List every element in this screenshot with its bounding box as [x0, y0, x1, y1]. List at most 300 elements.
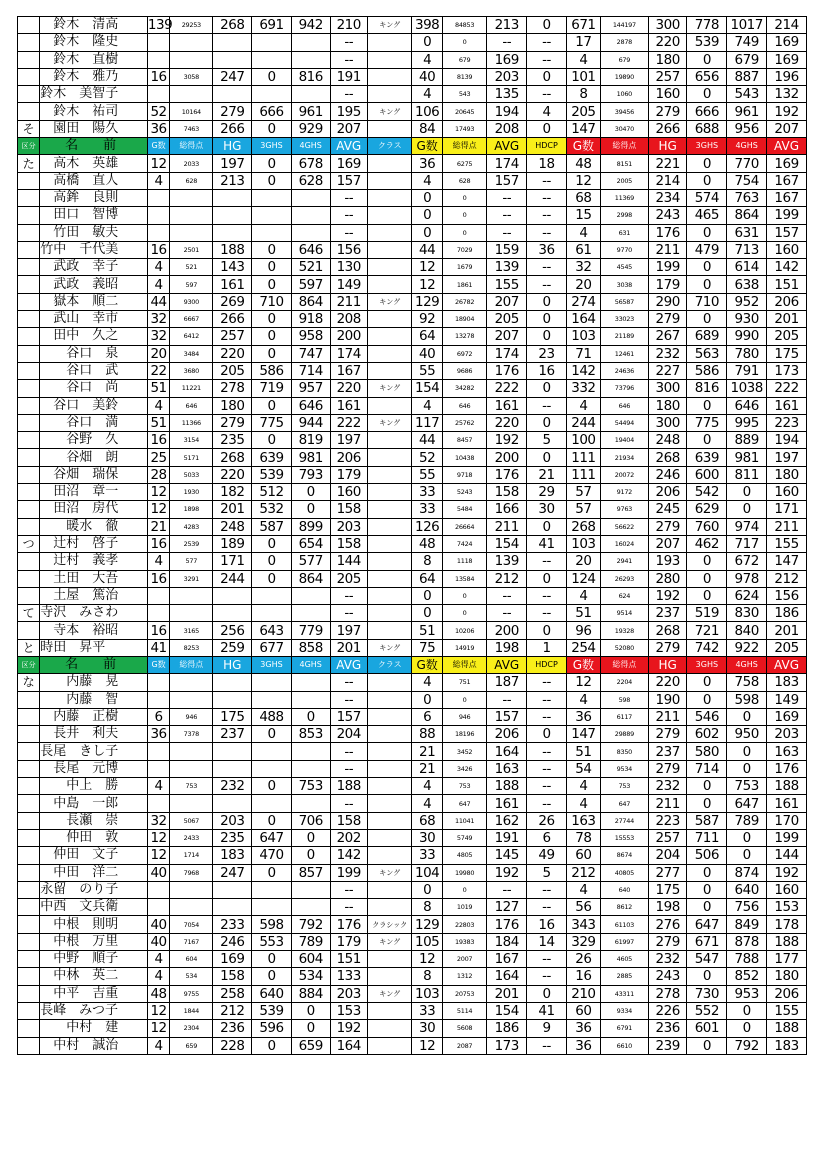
score-cell: 279 [648, 726, 687, 743]
table-row [18, 518, 807, 535]
kana-group [18, 864, 40, 881]
score-cell [367, 1002, 411, 1019]
kana-group [18, 570, 40, 587]
score-cell: 279 [648, 103, 687, 120]
score-cell: 10206 [442, 622, 486, 639]
score-cell: 158 [213, 968, 252, 985]
score-cell: 84853 [442, 17, 486, 34]
kana-group [18, 276, 40, 293]
score-cell: 139 [487, 553, 527, 570]
score-cell: -- [527, 760, 567, 777]
score-cell: 601 [687, 1020, 727, 1037]
score-cell: 479 [687, 241, 727, 258]
kana-group [18, 829, 40, 846]
table-row [18, 708, 807, 725]
score-cell: 180 [767, 968, 807, 985]
header-cell: AVG [767, 138, 807, 155]
score-cell [367, 605, 411, 622]
score-cell: 55 [412, 466, 442, 483]
score-cell: 190 [648, 691, 687, 708]
score-cell: 6 [527, 829, 567, 846]
score-cell: 147 [566, 120, 600, 137]
score-cell: 714 [687, 760, 727, 777]
score-cell [367, 501, 411, 518]
score-cell: 930 [727, 311, 767, 328]
score-cell: 5114 [442, 1002, 486, 1019]
score-cell [252, 51, 292, 68]
score-cell: 156 [767, 587, 807, 604]
score-cell [367, 847, 411, 864]
score-cell: 132 [767, 86, 807, 103]
score-cell: 195 [330, 103, 367, 120]
score-cell: -- [330, 207, 367, 224]
score-cell: 0 [252, 241, 292, 258]
score-cell: 88 [412, 726, 442, 743]
player-name: 鈴木 祐司 [40, 103, 148, 120]
score-cell: 4 [566, 587, 600, 604]
score-cell: 961 [291, 103, 330, 120]
score-cell [252, 189, 292, 206]
score-cell: 117 [412, 414, 442, 431]
score-cell: 184 [487, 933, 527, 950]
table-row [18, 553, 807, 570]
score-cell [291, 881, 330, 898]
score-cell: 40 [412, 68, 442, 85]
score-cell: 12461 [600, 345, 648, 362]
score-cell: -- [330, 86, 367, 103]
score-cell: 237 [213, 726, 252, 743]
score-cell: 0 [687, 587, 727, 604]
score-cell: 176 [487, 362, 527, 379]
score-cell: 3291 [170, 570, 213, 587]
score-cell [367, 535, 411, 552]
score-cell: 192 [487, 432, 527, 449]
score-cell: 343 [566, 916, 600, 933]
score-cell: 155 [767, 1002, 807, 1019]
score-cell: 149 [767, 691, 807, 708]
score-cell [213, 34, 252, 51]
score-cell: 36 [527, 241, 567, 258]
score-cell: 0 [252, 345, 292, 362]
table-row [18, 605, 807, 622]
player-name: 長井 利夫 [40, 726, 148, 743]
score-cell: 176 [487, 466, 527, 483]
score-cell: 26 [566, 951, 600, 968]
score-cell: 640 [600, 881, 648, 898]
score-cell: 0 [687, 881, 727, 898]
score-cell: 266 [648, 120, 687, 137]
score-cell: 71 [566, 345, 600, 362]
score-cell: 677 [252, 639, 292, 656]
score-cell: 5243 [442, 484, 486, 501]
score-cell: 0 [527, 68, 567, 85]
score-cell: 0 [687, 778, 727, 795]
score-cell: 183 [767, 674, 807, 691]
score-cell: 247 [213, 864, 252, 881]
score-cell: 600 [687, 466, 727, 483]
score-cell: 0 [687, 691, 727, 708]
score-cell: 220 [648, 34, 687, 51]
kana-group [18, 847, 40, 864]
player-name: 竹中 千代美 [40, 241, 148, 258]
score-cell [170, 691, 213, 708]
score-cell: 208 [487, 120, 527, 137]
score-cell: 192 [330, 1020, 367, 1037]
header-cell: 4GHS [727, 138, 767, 155]
score-cell: 792 [291, 916, 330, 933]
score-cell: 192 [767, 103, 807, 120]
score-cell: 899 [291, 518, 330, 535]
score-cell: 220 [213, 466, 252, 483]
score-cell: 0 [291, 484, 330, 501]
score-cell: 167 [767, 189, 807, 206]
score-cell: 8 [412, 968, 442, 985]
score-cell: 889 [727, 432, 767, 449]
score-cell: 23 [527, 345, 567, 362]
score-cell [367, 968, 411, 985]
score-cell: 17 [566, 34, 600, 51]
score-cell: 33 [412, 847, 442, 864]
score-cell: 0 [291, 829, 330, 846]
kana-group [18, 587, 40, 604]
score-cell: 0 [252, 570, 292, 587]
score-cell: 161 [213, 276, 252, 293]
score-cell: 236 [213, 1020, 252, 1037]
header-cell: AVG [767, 656, 807, 673]
score-cell: 647 [252, 829, 292, 846]
score-cell [170, 605, 213, 622]
score-cell: 488 [252, 708, 292, 725]
player-name: 高橋 直人 [40, 172, 148, 189]
score-cell: 10438 [442, 449, 486, 466]
score-cell: 189 [213, 535, 252, 552]
player-name: 中根 則明 [40, 916, 148, 933]
score-cell [252, 34, 292, 51]
score-cell: 1038 [727, 380, 767, 397]
score-cell: 4 [412, 86, 442, 103]
score-cell: 713 [727, 241, 767, 258]
score-cell: 246 [648, 466, 687, 483]
score-cell: 279 [648, 311, 687, 328]
score-cell: -- [330, 743, 367, 760]
score-cell: 234 [648, 189, 687, 206]
table-header-row [18, 138, 807, 155]
kana-group: と [18, 639, 40, 656]
score-cell: 852 [727, 968, 767, 985]
score-cell: 203 [487, 68, 527, 85]
kana-group [18, 293, 40, 310]
score-cell: 36 [566, 708, 600, 725]
score-cell: 179 [330, 933, 367, 950]
kana-group [18, 691, 40, 708]
score-cell: 2033 [170, 155, 213, 172]
score-cell: 12 [147, 847, 169, 864]
score-cell: 300 [648, 380, 687, 397]
table-row [18, 570, 807, 587]
score-cell: 157 [767, 224, 807, 241]
score-cell: 9763 [600, 501, 648, 518]
player-name: 嶽本 順二 [40, 293, 148, 310]
table-row [18, 639, 807, 656]
score-cell: 51 [412, 622, 442, 639]
score-cell: 269 [213, 293, 252, 310]
table-row [18, 293, 807, 310]
score-cell: 223 [767, 414, 807, 431]
score-cell: 604 [170, 951, 213, 968]
score-cell [170, 587, 213, 604]
score-cell: 0 [291, 1002, 330, 1019]
kana-group [18, 985, 40, 1002]
score-cell: 4 [566, 51, 600, 68]
score-cell: 539 [252, 1002, 292, 1019]
score-cell: 32 [147, 328, 169, 345]
score-cell: キング [367, 985, 411, 1002]
score-cell: 162 [487, 812, 527, 829]
kana-group [18, 224, 40, 241]
score-cell: 586 [687, 362, 727, 379]
score-cell: 628 [291, 172, 330, 189]
score-cell: 30470 [600, 120, 648, 137]
score-cell: 24636 [600, 362, 648, 379]
score-cell: 199 [648, 259, 687, 276]
score-cell: 213 [487, 17, 527, 34]
score-cell: 534 [291, 968, 330, 985]
score-cell: 208 [330, 311, 367, 328]
score-cell [213, 207, 252, 224]
score-cell: キング [367, 103, 411, 120]
score-cell: 4 [412, 674, 442, 691]
score-cell: 624 [727, 587, 767, 604]
score-cell: 268 [213, 449, 252, 466]
score-cell [170, 760, 213, 777]
score-cell: 678 [291, 155, 330, 172]
score-cell: 0 [412, 34, 442, 51]
score-cell: 0 [252, 726, 292, 743]
score-cell: -- [330, 899, 367, 916]
score-cell: 8457 [442, 432, 486, 449]
header-kubun: 区分 [18, 138, 40, 155]
score-cell: 0 [527, 17, 567, 34]
score-cell: 41 [147, 639, 169, 656]
score-cell: -- [330, 51, 367, 68]
score-cell: 646 [170, 397, 213, 414]
score-cell: 126 [412, 518, 442, 535]
score-cell: 2878 [600, 34, 648, 51]
score-cell: 465 [687, 207, 727, 224]
score-cell: 995 [727, 414, 767, 431]
score-cell: 176 [767, 760, 807, 777]
player-name: 谷野 久 [40, 432, 148, 449]
score-cell [367, 172, 411, 189]
score-cell: 127 [487, 899, 527, 916]
score-cell: 257 [648, 829, 687, 846]
score-cell: 205 [767, 328, 807, 345]
score-cell: 0 [412, 189, 442, 206]
player-name: 長瀬 崇 [40, 812, 148, 829]
score-cell [367, 311, 411, 328]
score-cell: 171 [767, 501, 807, 518]
score-cell: 40 [147, 916, 169, 933]
score-cell: 159 [487, 241, 527, 258]
score-cell: 276 [648, 916, 687, 933]
score-cell: 2007 [442, 951, 486, 968]
table-row [18, 328, 807, 345]
score-cell: 144 [767, 847, 807, 864]
score-cell: 659 [170, 1037, 213, 1054]
score-cell: 672 [727, 553, 767, 570]
score-cell: 169 [767, 34, 807, 51]
score-cell [170, 674, 213, 691]
score-cell: 16 [147, 622, 169, 639]
score-cell: 111 [566, 449, 600, 466]
score-cell: -- [487, 207, 527, 224]
score-cell: 1930 [170, 484, 213, 501]
score-cell: 173 [487, 1037, 527, 1054]
player-name: 中村 建 [40, 1020, 148, 1037]
score-cell: 0 [252, 155, 292, 172]
score-cell: -- [330, 674, 367, 691]
score-cell: 5608 [442, 1020, 486, 1037]
player-name: 谷口 泉 [40, 345, 148, 362]
score-cell [367, 708, 411, 725]
score-cell: 183 [767, 1037, 807, 1054]
score-cell: 12 [412, 259, 442, 276]
score-cell: 206 [767, 293, 807, 310]
score-cell: 169 [767, 708, 807, 725]
score-cell: 624 [600, 587, 648, 604]
score-cell: 0 [442, 587, 486, 604]
score-cell: 16 [147, 535, 169, 552]
score-cell: 7054 [170, 916, 213, 933]
score-cell: 958 [291, 328, 330, 345]
score-cell: 161 [330, 397, 367, 414]
score-cell: 198 [487, 639, 527, 656]
score-cell [291, 760, 330, 777]
table-row [18, 34, 807, 51]
table-row [18, 691, 807, 708]
score-cell: 532 [252, 501, 292, 518]
score-cell: 268 [648, 622, 687, 639]
table-row [18, 795, 807, 812]
score-cell: 51 [566, 605, 600, 622]
score-cell: 227 [648, 362, 687, 379]
score-cell: -- [330, 224, 367, 241]
score-cell: 753 [291, 778, 330, 795]
score-cell [367, 207, 411, 224]
score-cell: 6791 [600, 1020, 648, 1037]
score-cell: 257 [648, 68, 687, 85]
score-cell: -- [487, 691, 527, 708]
score-cell: 68 [412, 812, 442, 829]
score-cell: 758 [727, 674, 767, 691]
player-name: 谷畑 瑞保 [40, 466, 148, 483]
score-cell: 153 [330, 1002, 367, 1019]
score-cell: 0 [687, 674, 727, 691]
score-cell: 710 [687, 293, 727, 310]
score-cell: 12 [147, 484, 169, 501]
score-cell: 180 [767, 466, 807, 483]
score-cell: 577 [291, 553, 330, 570]
score-cell: 160 [330, 484, 367, 501]
score-cell [213, 587, 252, 604]
score-cell: 19328 [600, 622, 648, 639]
score-cell: 4 [566, 397, 600, 414]
score-cell: 946 [170, 708, 213, 725]
score-cell: 20645 [442, 103, 486, 120]
score-cell: 647 [687, 916, 727, 933]
score-cell: 139 [487, 259, 527, 276]
score-cell: 144 [330, 553, 367, 570]
score-cell [367, 553, 411, 570]
score-cell: 274 [566, 293, 600, 310]
score-cell: 0 [687, 155, 727, 172]
score-cell: 22 [147, 362, 169, 379]
score-cell: 235 [213, 829, 252, 846]
score-cell: 155 [487, 276, 527, 293]
score-cell [367, 1037, 411, 1054]
score-cell: 29253 [170, 17, 213, 34]
score-cell: キング [367, 864, 411, 881]
score-cell: 211 [648, 241, 687, 258]
table-row [18, 829, 807, 846]
score-cell: 18 [527, 155, 567, 172]
header-cell: 総得点 [600, 656, 648, 673]
table-row [18, 726, 807, 743]
score-cell: 179 [330, 466, 367, 483]
player-name: 土屋 篤治 [40, 587, 148, 604]
score-cell: 199 [330, 864, 367, 881]
score-cell: 64 [412, 328, 442, 345]
score-cell: 188 [767, 778, 807, 795]
score-cell: 44 [412, 432, 442, 449]
score-cell [147, 795, 169, 812]
score-cell: 819 [291, 432, 330, 449]
score-cell: 210 [330, 17, 367, 34]
score-cell: 0 [687, 397, 727, 414]
score-cell: 201 [213, 501, 252, 518]
score-cell [367, 622, 411, 639]
score-cell: 174 [487, 345, 527, 362]
score-cell: 646 [442, 397, 486, 414]
score-cell: -- [527, 951, 567, 968]
score-cell: 711 [687, 829, 727, 846]
score-cell: 918 [291, 311, 330, 328]
score-cell: -- [527, 968, 567, 985]
player-name: 内藤 智 [40, 691, 148, 708]
score-cell: 753 [727, 778, 767, 795]
score-cell: 811 [727, 466, 767, 483]
player-name: 鈴木 雅乃 [40, 68, 148, 85]
score-cell: 239 [648, 1037, 687, 1054]
score-cell: 0 [252, 328, 292, 345]
player-name: 鈴木 隆史 [40, 34, 148, 51]
score-cell [367, 881, 411, 898]
player-name: 土田 大吾 [40, 570, 148, 587]
header-cell: 4GHS [291, 138, 330, 155]
score-cell: 20 [566, 553, 600, 570]
score-cell: 8253 [170, 639, 213, 656]
score-cell: 3165 [170, 622, 213, 639]
score-cell: 6972 [442, 345, 486, 362]
table-row [18, 380, 807, 397]
score-cell: 199 [767, 207, 807, 224]
score-cell: 163 [566, 812, 600, 829]
score-cell [367, 51, 411, 68]
score-cell: 546 [687, 708, 727, 725]
score-cell: 13278 [442, 328, 486, 345]
player-name: 谷畑 朗 [40, 449, 148, 466]
score-cell [367, 397, 411, 414]
